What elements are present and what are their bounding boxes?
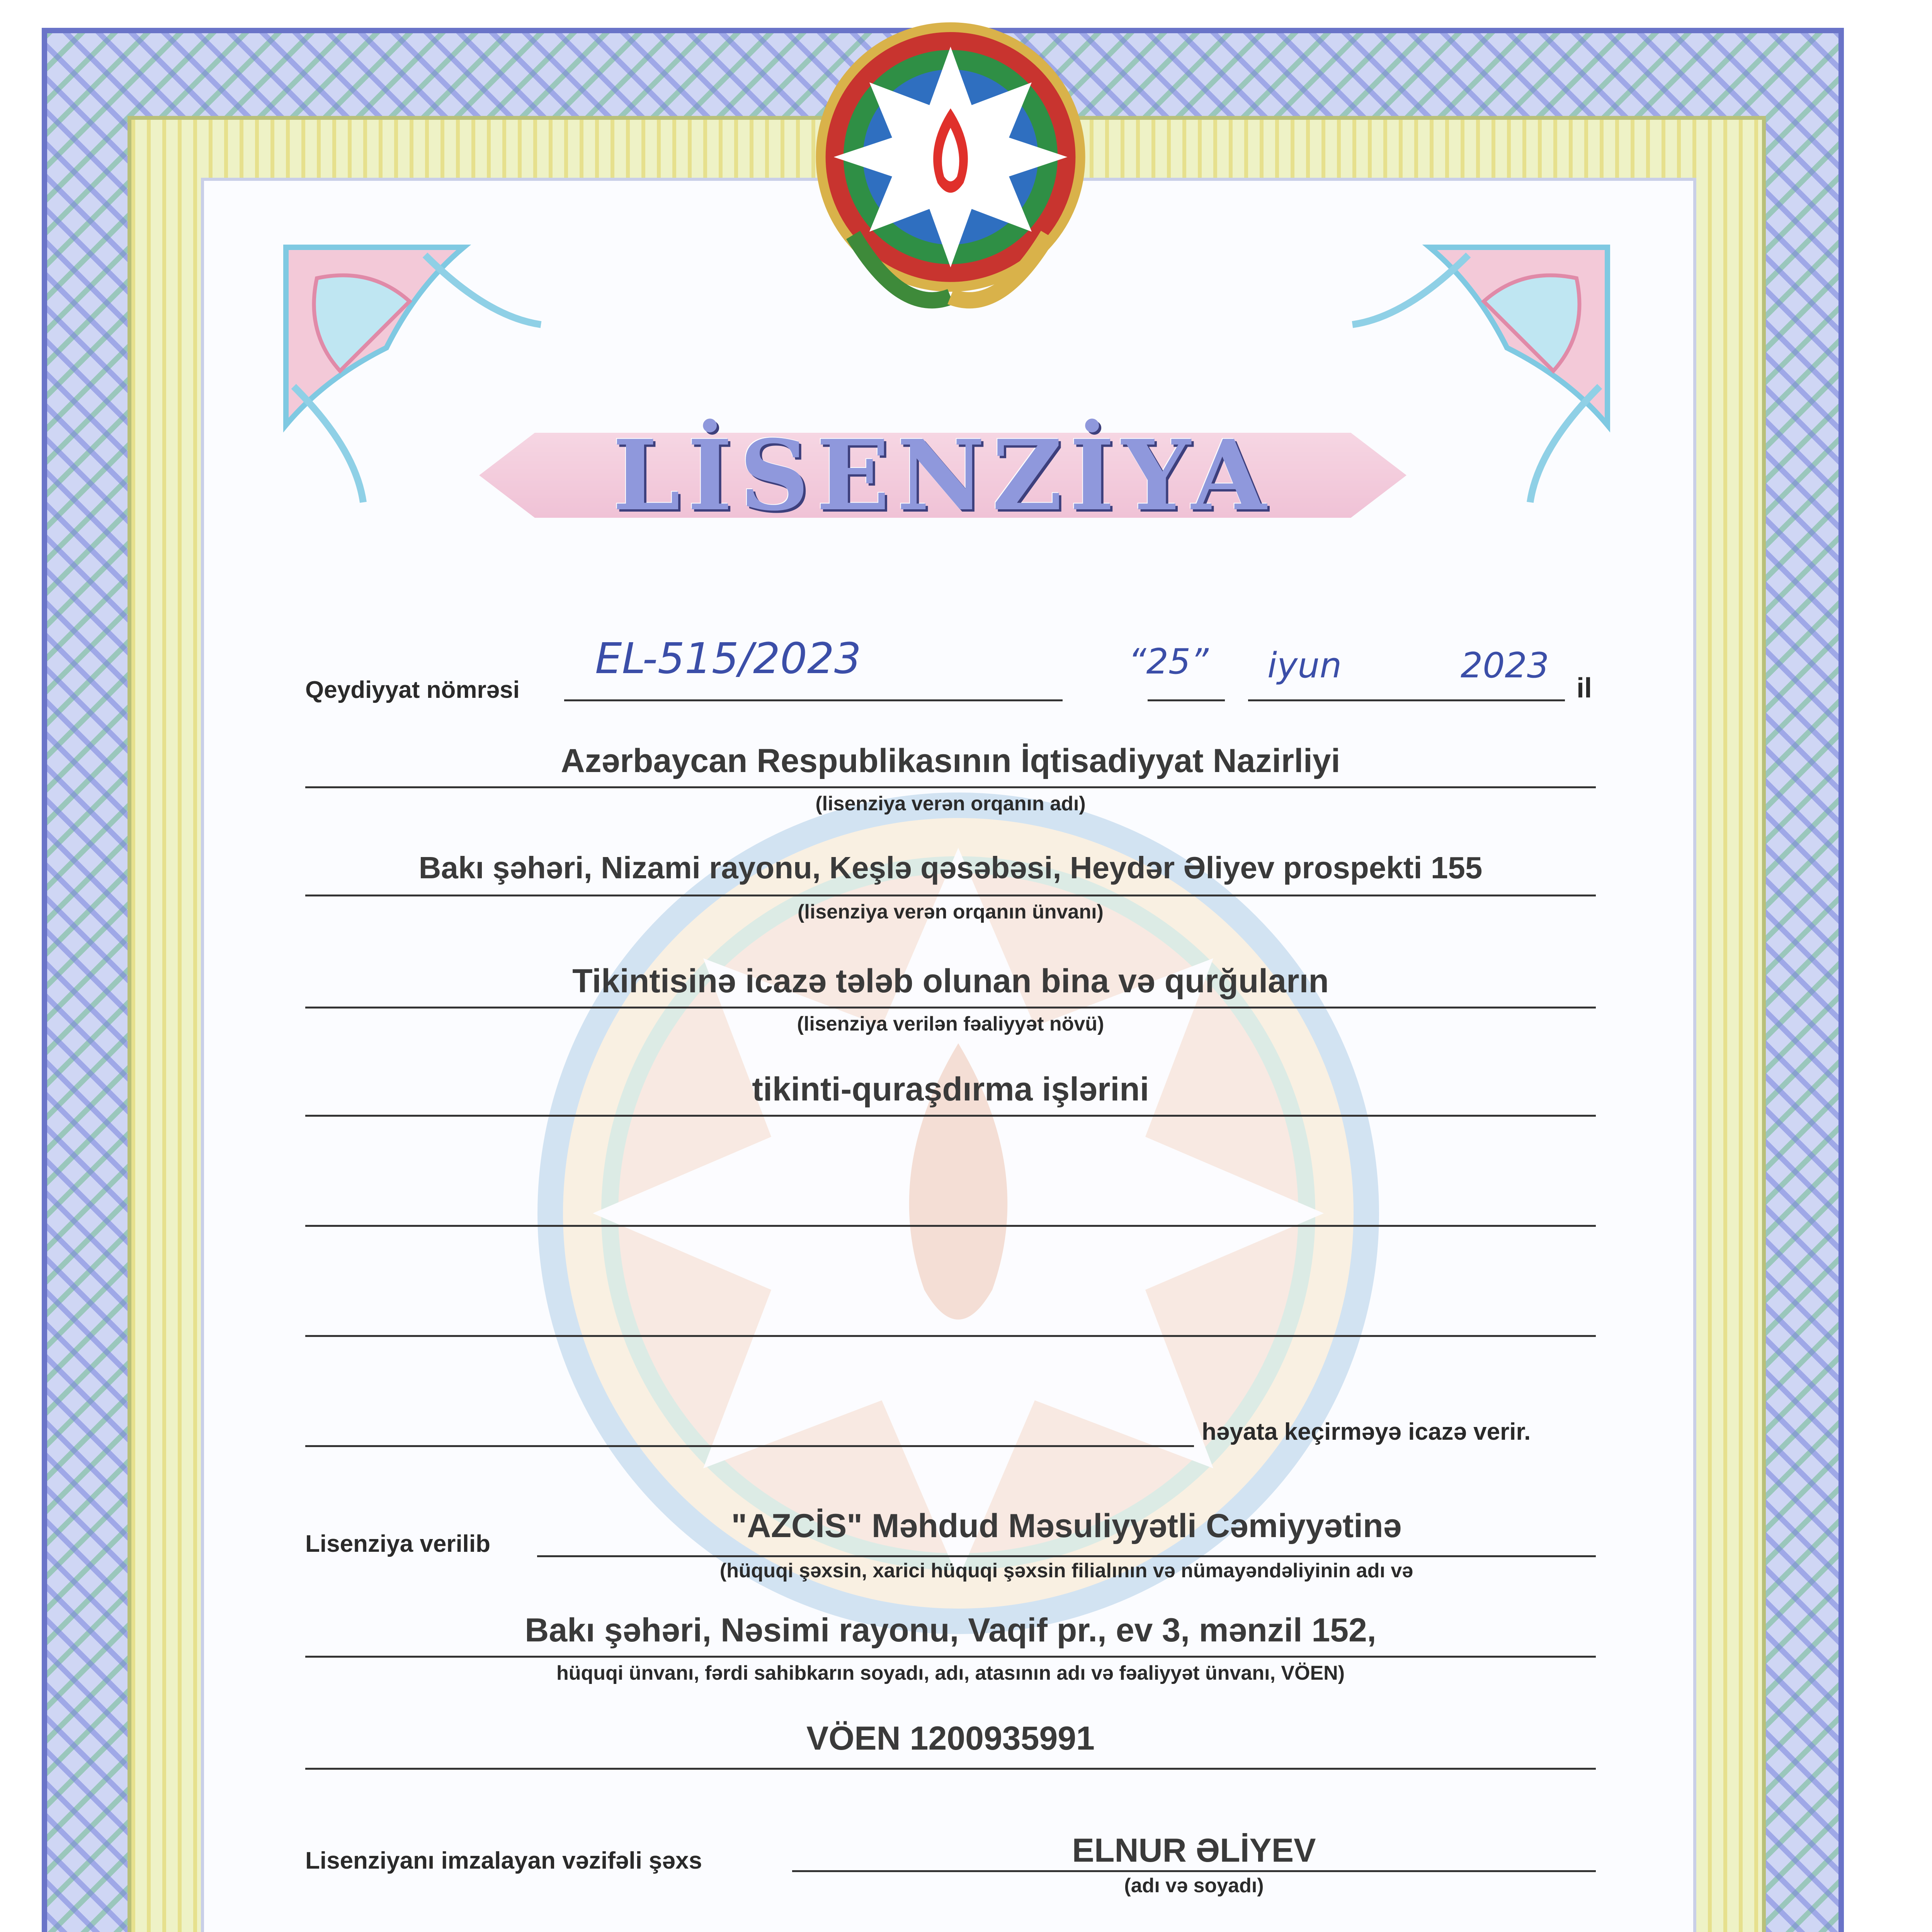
licensee-caption-2: hüquqi ünvanı, fərdi sahibkarın soyadı, adı, atasının adı və fəaliyyət ünvanı, VÖEN) [556,1662,1345,1684]
permission-text: həyata keçirməyə icazə verir. [1202,1418,1531,1445]
issuer-address: Bakı şəhəri, Nizami rayonu, Keşlə qəsəbəsi, Heydər Əliyev prospekti 155 [418,850,1483,885]
activity-caption: (lisenziya verilən fəaliyyət növü) [797,1013,1104,1035]
registration-label: Qeydiyyat nömrəsi [305,677,520,703]
licensee-label: Lisenziya verilib [305,1531,490,1557]
issuer-name-line [305,786,1596,788]
blank-line-3 [305,1445,1194,1447]
licensee-address-line [305,1656,1596,1658]
issuer-name-caption: (lisenziya verən orqanın adı) [815,793,1086,815]
licensee-line [537,1555,1596,1557]
date-year: 2023 [1461,645,1549,686]
date-suffix: il [1577,673,1592,704]
date-day: “25” [1128,641,1209,682]
signer-label: Lisenziyanı imzalayan vəzifəli şəxs [305,1847,702,1874]
activity-line-2-rule [305,1115,1596,1117]
date-month-line [1248,699,1565,701]
signer-name: ELNUR ƏLİYEV [1072,1832,1316,1869]
activity-line-1: Tikintisinə icazə tələb olunan bina və qurğuların [572,963,1329,1000]
date-month: iyun [1267,645,1342,686]
issuer-name: Azərbaycan Respublikasının İqtisadiyyat Nazirliyi [561,742,1340,779]
document-title [479,417,1406,533]
issuer-address-caption: (lisenziya verən orqanın ünvanı) [798,901,1104,923]
activity-line-1-rule [305,1007,1596,1009]
date-day-line [1148,699,1225,701]
state-emblem-icon [788,8,1113,332]
licensee-caption-1: (hüquqi şəxsin, xarici hüquqi şəxsin filialının və nümayəndəliyinin adı və [719,1560,1413,1582]
registration-line [564,699,1063,701]
signer-caption: (adı və soyadı) [1124,1874,1264,1897]
blank-line-2 [305,1335,1596,1337]
signer-line [792,1870,1596,1872]
registration-number: EL-515/2023 [595,634,861,683]
licensee-name: "AZCİS" Məhdud Məsuliyyətli Cəmiyyətinə [731,1507,1402,1544]
licensee-address: Bakı şəhəri, Nəsimi rayonu, Vaqif pr., ev 3, mənzil 152, [525,1612,1376,1649]
blank-line-1 [305,1225,1596,1227]
issuer-address-line [305,895,1596,896]
voen-number: VÖEN 1200935991 [806,1720,1095,1757]
voen-line [305,1768,1596,1770]
title-text: LİSENZİYA [612,418,1274,532]
activity-line-2: tikinti-quraşdırma işlərini [752,1071,1149,1108]
